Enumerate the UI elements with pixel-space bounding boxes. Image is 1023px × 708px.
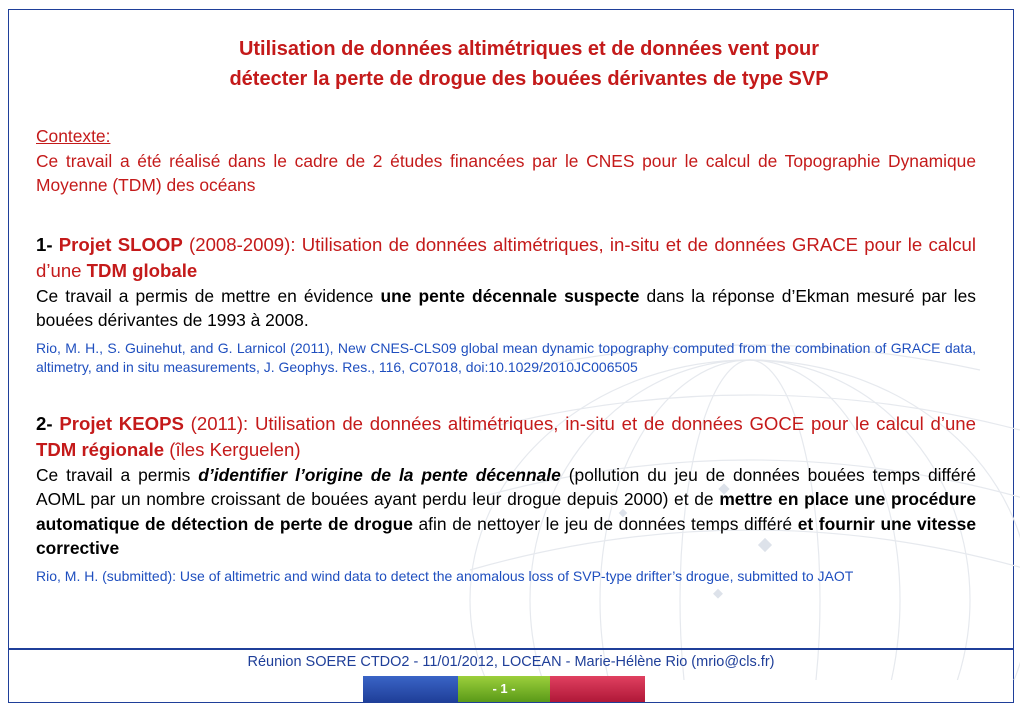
title-line-1: Utilisation de données altimétriques et de données vent pour [238, 38, 820, 60]
project2-body-a: Ce travail a permis [36, 464, 199, 485]
project2-desc-bold: TDM régionale [36, 438, 165, 460]
project2-body-e: afin de nettoyer le jeu de données temps différé [412, 513, 798, 534]
project1-body-a: Ce travail a permis de mettre en évidence [36, 285, 381, 306]
footer-bar-blue [363, 676, 458, 702]
contexte-section [36, 124, 976, 198]
project2-name: Projet KEOPS [59, 412, 184, 434]
project1-number: 1- [36, 233, 53, 255]
footer-bar-red [550, 676, 645, 702]
project1-desc-bold: TDM globale [86, 259, 198, 281]
project1-body [36, 284, 976, 333]
project2-body [36, 463, 976, 561]
footer-text: Réunion SOERE CTDO2 - 11/01/2012, LOCEAN - Marie-Hélène Rio (mrio@cls.fr) [247, 654, 775, 670]
project2-desc-end: (îles Kerguelen) [164, 438, 301, 460]
footer-divider [9, 648, 1013, 650]
contexte-text: Ce travail a été réalisé dans le cadre de 2 études financées par le CNES pour le calcul de Topographie Dynamique Moyenne (TDM) des océans [36, 150, 976, 195]
project2-body-b: d’identifier l’origine de la pente décennale [198, 464, 561, 485]
content-body [36, 124, 976, 586]
project1-body-b: une pente décennale suspecte [380, 285, 640, 306]
project2-body-f: et fournir une vitesse corrective [36, 513, 976, 558]
project2-heading [36, 411, 976, 463]
project2-body-d: mettre en place une procédure automatique de détection de perte de drogue [36, 489, 976, 534]
project2-desc: (2011): Utilisation de données altimétriques, in-situ et de données GOCE pour le calcul d’une [183, 412, 976, 434]
project1-desc: (2008-2009): Utilisation de données altimétriques, in-situ et de données GRACE pour le calcul d’une [36, 233, 976, 281]
project2-reference: Rio, M. H. (submitted): Use of altimetric and wind data to detect the anomalous loss of SVP-type drifter’s drogue, submitted to JAOT [36, 567, 854, 584]
project1-name: Projet SLOOP [58, 233, 183, 255]
project1-body-c: dans la réponse d’Ekman mesuré par les bouées dérivantes de 1993 à 2008. [36, 285, 976, 330]
page-title [20, 34, 1023, 94]
contexte-heading: Contexte: [36, 126, 111, 146]
project2-body-c: (pollution du jeu de données bouées temps différé AOML par un nombre croissant de bouées ayant perdu leur drogue depuis 2000) et de [36, 464, 977, 509]
title-line-2: détecter la perte de drogue des bouées dérivantes de type SVP [229, 68, 829, 90]
page-number: - 1 - [458, 676, 550, 702]
project2-number: 2- [36, 412, 53, 434]
project1-heading [36, 232, 976, 284]
project1-reference: Rio, M. H., S. Guinehut, and G. Larnicol (2011), New CNES-CLS09 global mean dynamic topography computed from the combination of GRACE data, altimetry, and in situ measurements, J. Geophys. Res., 116, C07018, doi:10.1029/2010JC006505 [36, 339, 976, 375]
